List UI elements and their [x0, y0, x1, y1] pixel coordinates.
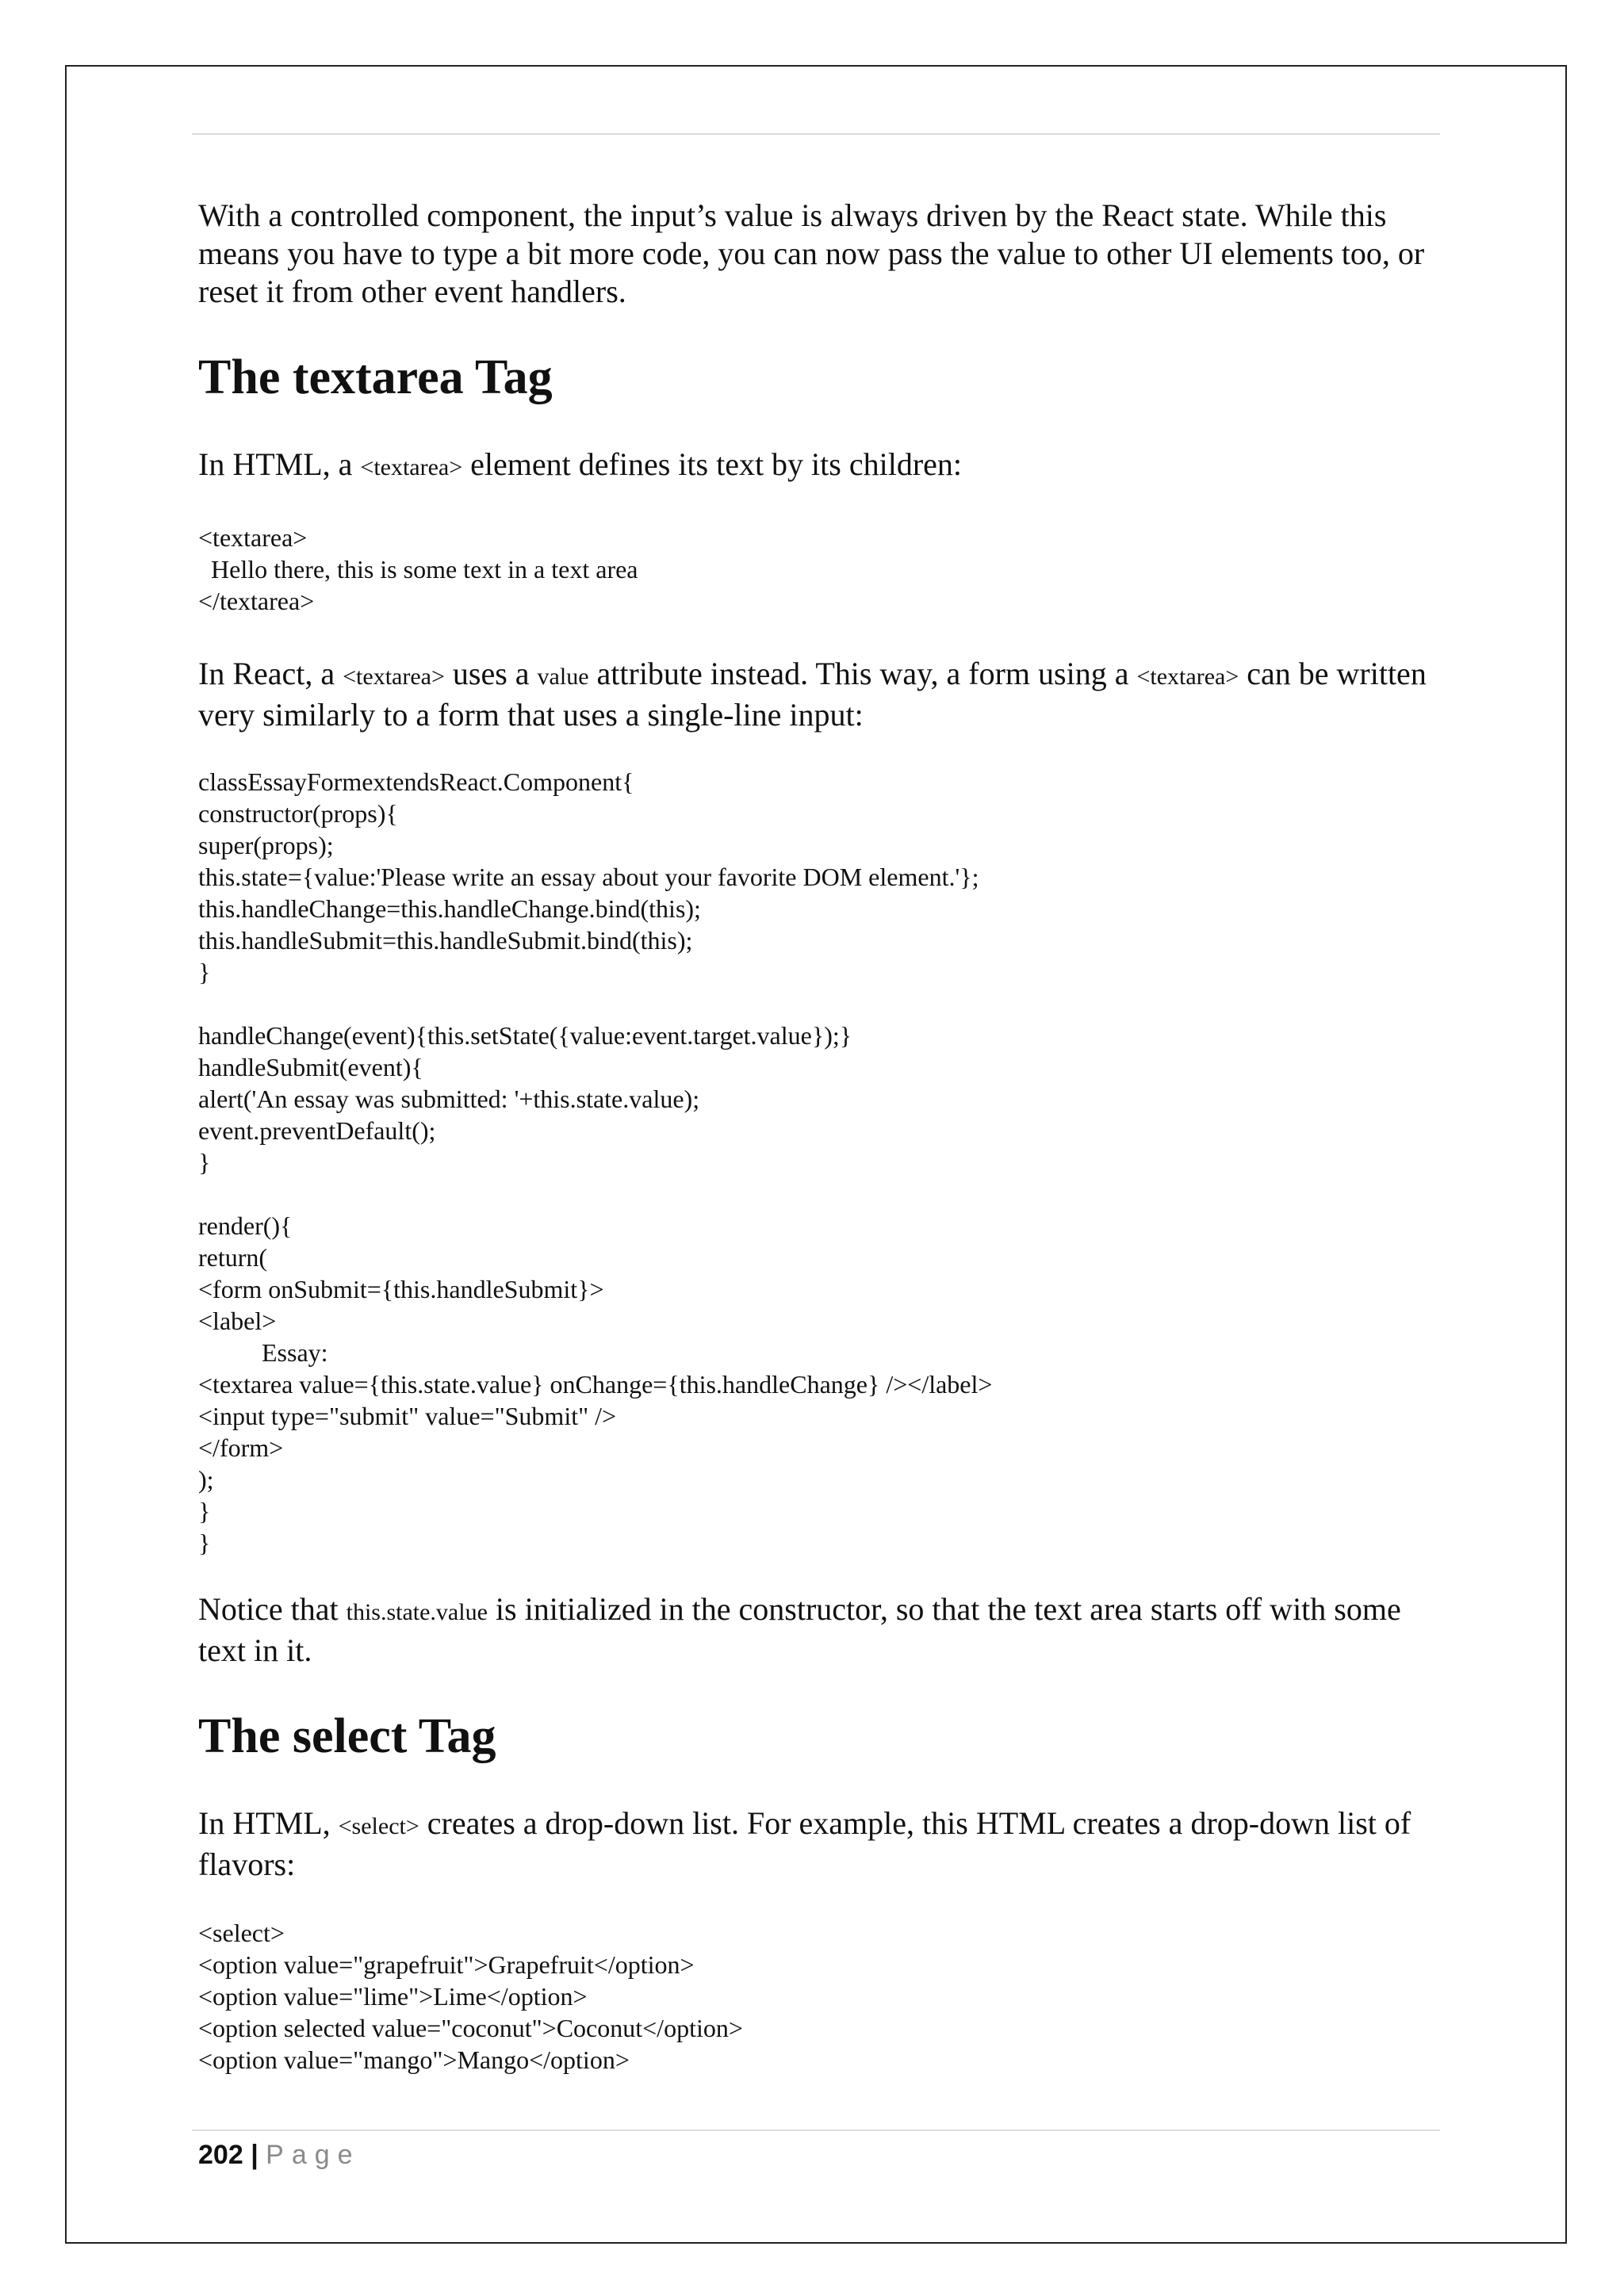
code-line: classEssayFormextendsReact.Component{	[198, 767, 634, 796]
text-run: uses a	[444, 656, 538, 691]
code-line: <option value="lime">Lime</option>	[198, 1982, 588, 2011]
text-run: attribute instead. This way, a form using a	[588, 656, 1137, 691]
code-line: );	[198, 1465, 214, 1494]
code-line: event.preventDefault();	[198, 1116, 436, 1145]
code-line: handleSubmit(event){	[198, 1053, 423, 1081]
code-line: this.state={value:'Please write an essay about your favorite DOM element.'};	[198, 863, 979, 891]
code-line: super(props);	[198, 831, 334, 859]
inline-code: <textarea>	[343, 664, 445, 690]
header-rule	[192, 133, 1440, 135]
text-run: In HTML,	[198, 1805, 339, 1841]
text-run: In HTML, a	[198, 446, 361, 482]
text-run: In React, a	[198, 656, 343, 691]
code-line: <label>	[198, 1307, 277, 1335]
code-line: constructor(props){	[198, 799, 398, 828]
heading-textarea: The textarea Tag	[198, 350, 553, 404]
text-run: can be written very similarly to a form that uses a single-line input:	[198, 656, 1427, 733]
code-line: <select>	[198, 1919, 285, 1947]
code-line: </form>	[198, 1433, 284, 1462]
code-line: return(	[198, 1243, 268, 1272]
code-line: }	[198, 958, 211, 986]
code-line: Hello there, this is some text in a text area	[198, 555, 638, 584]
text-run: creates a drop-down list. For example, this HTML creates a drop-down list of flavors:	[198, 1805, 1411, 1882]
inline-code: this.state.value	[346, 1599, 488, 1625]
select-paragraph	[198, 1804, 1451, 1884]
code-line: </textarea>	[198, 587, 315, 615]
code-line: this.handleChange=this.handleChange.bind(this);	[198, 894, 701, 923]
text-run: is initialized in the constructor, so that the text area starts off with some text in it.	[198, 1591, 1401, 1668]
code-line: <textarea>	[198, 523, 308, 552]
code-line	[198, 988, 1451, 1020]
code-line: }	[198, 1148, 211, 1177]
heading-select: The select Tag	[198, 1709, 496, 1763]
intro-paragraph: With a controlled component, the input’s value is always driven by the React state. While this means you have to type a bit more code, you can now pass the value to other UI elements too, or reset it from other event handlers.	[198, 197, 1425, 309]
inline-code: <textarea>	[360, 454, 463, 480]
code-block-textarea-html	[198, 522, 1451, 617]
page-footer	[198, 2139, 361, 2171]
code-line: Essay:	[198, 1338, 328, 1367]
code-line: this.handleSubmit=this.handleSubmit.bind(this);	[198, 926, 693, 955]
code-line: alert('An essay was submitted: '+this.state.value);	[198, 1085, 700, 1113]
page-label: Page	[266, 2140, 361, 2170]
inline-code: <textarea>	[1136, 664, 1239, 690]
textarea-react-paragraph	[198, 655, 1451, 734]
code-line: <textarea value={this.state.value} onChange={this.handleChange} /></label>	[198, 1370, 993, 1399]
code-line: handleChange(event){this.setState({value:event.target.value});}	[198, 1021, 852, 1050]
code-line: }	[198, 1529, 211, 1557]
code-line	[198, 1178, 1451, 1210]
code-line: <form onSubmit={this.handleSubmit}>	[198, 1275, 604, 1303]
code-line: <option selected value="coconut">Coconut</option>	[198, 2014, 743, 2042]
code-line: }	[198, 1497, 211, 1525]
textarea-html-paragraph	[198, 446, 1451, 487]
page-number: 202	[198, 2140, 243, 2170]
code-line: <option value="mango">Mango</option>	[198, 2045, 630, 2074]
footer-rule	[192, 2130, 1440, 2131]
code-line: <option value="grapefruit">Grapefruit</option>	[198, 1950, 695, 1979]
inline-code: <select>	[338, 1813, 419, 1839]
footer-separator: |	[251, 2140, 259, 2170]
inline-code: value	[537, 664, 589, 690]
text-run: Notice that	[198, 1591, 347, 1627]
code-line: <input type="submit" value="Submit" />	[198, 1402, 617, 1430]
code-block-essay-form	[198, 766, 1451, 1559]
text-run: element defines its text by its children:	[462, 446, 963, 482]
code-line: render(){	[198, 1211, 293, 1240]
code-block-select-html	[198, 1917, 1451, 2076]
notice-paragraph	[198, 1590, 1451, 1670]
